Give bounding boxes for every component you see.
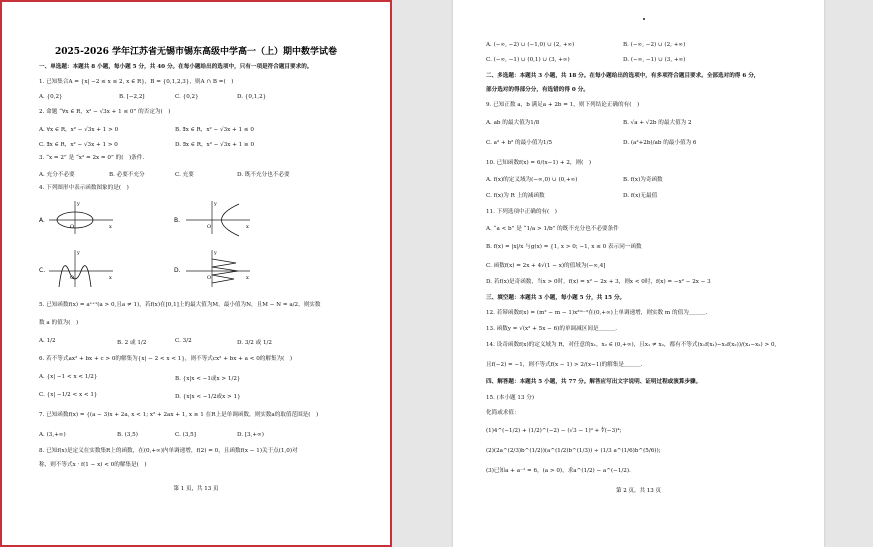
section-4-heading: 四、解答题：本题共 5 小题，共 77 分。解答应写出文字说明、证明过程或演算步骤。 bbox=[486, 379, 702, 385]
svg-text:y: y bbox=[214, 250, 217, 256]
q9-option-b: B. √a + √2b 的最大值为 2 bbox=[623, 120, 692, 126]
q6-option-b: B. {x|x < −1或x > 1/2} bbox=[175, 376, 241, 382]
graph-c-wave bbox=[47, 247, 117, 291]
q8-option-c: C. (−∞, −1) ∪ (0,1) ∪ (3, +∞) bbox=[486, 57, 570, 63]
q2-option-a: A. ∀x ∈ R，x² − √3x + 1 > 0 bbox=[39, 127, 119, 133]
question-15-instruction: 化简或求值： bbox=[486, 410, 520, 416]
q10-option-b: B. f(x)为奇函数 bbox=[623, 177, 663, 183]
graph-a-ellipse bbox=[47, 198, 117, 238]
question-14: 14. 设奇函数f(x)的定义域为 R，对任意的x₁，x₂ ∈ (0,+∞)，且x₁ ≠ x₂，都有不等式(x₁f(x₁)−x₂f(x₂))/(x₁−x₂) > 0, bbox=[486, 342, 777, 348]
graph-label-a: A. bbox=[39, 217, 45, 224]
section-2-heading: 二、多选题：本题共 3 小题，共 18 分。在每小题给出的选项中，有多项符合题目要求。全部选对的得 6 分， bbox=[486, 73, 760, 79]
question-7: 7. 已知函数f(x) = {(a − 3)x + 2a, x < 1; x² + 2ax + 1, x ≥ 1 在R上是单调函数，则实数a的取值范围是( ) bbox=[39, 412, 319, 418]
svg-text:x: x bbox=[109, 224, 112, 230]
q1-option-a: A. {0,2} bbox=[39, 94, 63, 100]
question-6: 6. 若不等式ax² + bx + c > 0的解集为{x| − 2 < x < 1}，则不等式cx² + bx + a < 0的解集为( ) bbox=[39, 356, 293, 362]
q8-option-a: A. (−∞, −2) ∪ (−1,0) ∪ (2, +∞) bbox=[486, 42, 575, 48]
question-5-cont: 数 a 的值为( ) bbox=[39, 320, 79, 326]
question-3: 3. “x = 2” 是 “x² = 2x = 0” 的( )条件. bbox=[39, 155, 145, 161]
q1-option-c: C. {0,2} bbox=[175, 94, 199, 100]
q5-option-a: A. 1/2 bbox=[39, 338, 56, 344]
graph-b-parabola bbox=[184, 198, 254, 238]
q3-option-d: D. 既不充分也不必要 bbox=[237, 172, 290, 178]
question-10: 10. 已知函数f(x) = 6/(x−1) + 2，则( ) bbox=[486, 160, 592, 166]
exam-title: 2025-2026 学年江苏省无锡市锡东高级中学高一（上）期中数学试卷 bbox=[55, 47, 337, 57]
q11-option-c: C. 函数f(x) = 2x + 4√(1 − x)的值域为(−∞,4] bbox=[486, 263, 606, 269]
page-1-footer: 第 1 页，共 13 页 bbox=[173, 486, 219, 492]
q2-option-b: B. ∃x ∈ R，x² − √3x + 1 ≤ 0 bbox=[175, 127, 254, 133]
q9-option-d: D. (a²+2b)/ab 的最小值为 6 bbox=[623, 140, 697, 146]
document-page-1 bbox=[0, 0, 392, 547]
q5-option-c: C. 3/2 bbox=[175, 338, 192, 344]
svg-text:O: O bbox=[207, 224, 212, 230]
question-5: 5. 已知函数f(x) = aˣ⁺¹(a > 0,且a ≠ 1)，若f(x)在[0,1]上的最大值为M，最小值为N，且M − N = a/2，则实数 bbox=[39, 302, 321, 308]
q7-option-b: B. (3,5) bbox=[117, 432, 138, 438]
question-13: 13. 函数y = √(x² + 5x − 6)的单调减区间是＿＿＿. bbox=[486, 326, 618, 332]
graph-label-d: D. bbox=[174, 267, 181, 274]
q8-option-b: B. (−∞, −2) ∪ (2, +∞) bbox=[623, 42, 686, 48]
svg-text:y: y bbox=[214, 201, 217, 207]
graph-d-zigzag bbox=[184, 247, 254, 291]
question-15-part-2: (2)(2a^(2/3)b^(1/2))(a^(1/2)b^(1/3)) ÷ (1/3 a^(1/6)b^(5/6)); bbox=[486, 448, 661, 454]
svg-text:x: x bbox=[109, 275, 112, 281]
q9-option-a: A. ab 的最大值为1/8 bbox=[486, 120, 540, 126]
page-mark bbox=[643, 18, 645, 20]
question-15-part-1: (1)4^(−1/2) + (1/2)^(−2) − (√3 − 1)⁰ + ∜(−3)⁴; bbox=[486, 428, 622, 434]
graph-label-b: B. bbox=[174, 217, 181, 224]
section-2-heading-cont: 部分选对的得部分分，有选错的得 0 分。 bbox=[486, 87, 589, 93]
svg-text:y: y bbox=[77, 250, 80, 256]
question-8: 8. 已知f(x)是定义在实数集R上的函数，在(0,+∞)内单调递增，f(2) = 0，且函数f(x − 1)关于点(1,0)对 bbox=[39, 448, 298, 454]
question-2: 2. 命题 “∀x ∈ R，x² − √3x + 1 ≤ 0” 的否定为( ) bbox=[39, 109, 171, 115]
q7-option-c: C. (3,5] bbox=[175, 432, 196, 438]
q11-option-d: D. 若f(x)是奇函数，当x > 0时，f(x) = x² − 2x + 3，则x < 0时，f(x) = −x² − 2x − 3 bbox=[486, 279, 711, 285]
q3-option-a: A. 充分不必要 bbox=[39, 172, 75, 178]
section-1-heading: 一、单选题：本题共 8 小题，每小题 5 分，共 40 分。在每小题给出的选项中，只有一项是符合题目要求的。 bbox=[39, 64, 313, 70]
graph-label-c: C. bbox=[39, 267, 46, 274]
q10-option-d: D. f(x)无最值 bbox=[623, 193, 658, 199]
q5-option-b: B. 2 或 1/2 bbox=[117, 340, 147, 346]
q1-option-d: D. {0,1,2} bbox=[237, 94, 267, 100]
q9-option-c: C. a² + b² 的最小值为1/5 bbox=[486, 140, 553, 146]
q2-option-d: D. ∃x ∈ R，x² − √3x + 1 ≥ 0 bbox=[175, 142, 255, 148]
question-14-cont: 且f(−2) = −1，则不等式f(x − 1) > 2/(x−1)的解集是＿＿＿. bbox=[486, 362, 643, 368]
q6-option-a: A. {x| −1 < x < 1/2} bbox=[39, 374, 98, 380]
q2-option-c: C. ∃x ∈ R，x² − √3x + 1 > 0 bbox=[39, 142, 118, 148]
question-8-cont: 称，则不等式x · f(1 − x) < 0的解集是( ) bbox=[39, 462, 147, 468]
q6-option-c: C. {x| −1/2 < x < 1} bbox=[39, 392, 98, 398]
svg-text:O: O bbox=[207, 275, 212, 281]
q10-option-a: A. f(x)的定义域为(−∞,0) ∪ (0,+∞) bbox=[486, 177, 578, 183]
q1-option-b: B. [−2,2] bbox=[119, 94, 145, 100]
question-1: 1. 已知集合A = {x| −2 ≤ x ≤ 2, x ∈ R}，B = {0,1,2,3}，则A ∩ B =( ) bbox=[39, 79, 234, 85]
q7-option-a: A. (3,+∞) bbox=[39, 432, 66, 438]
question-4: 4. 下列图形中表示函数图象的是( ) bbox=[39, 185, 129, 191]
q8-option-d: D. (−∞, −1) ∪ (3, +∞) bbox=[623, 57, 686, 63]
svg-text:O: O bbox=[70, 275, 75, 281]
question-11: 11. 下列选项中正确的有( ) bbox=[486, 209, 557, 215]
q3-option-b: B. 必要不充分 bbox=[109, 172, 145, 178]
question-12: 12. 若幂函数f(x) = (m² − m − 1)x²ᵐ⁻³在(0,+∞)上单调递增，则实数 m 的值为＿＿＿. bbox=[486, 310, 708, 316]
svg-text:O: O bbox=[70, 224, 75, 230]
q3-option-c: C. 充要 bbox=[175, 172, 194, 178]
question-15-part-3: (3)已知a + a⁻¹ = 6，(a > 0)，求a^(1/2) − a^(−1/2). bbox=[486, 468, 631, 474]
q5-option-d: D. 3/2 或 1/2 bbox=[237, 340, 272, 346]
q11-option-a: A. “a < b” 是 “1/a > 1/b” 的既不充分也不必要条件 bbox=[486, 226, 619, 232]
question-15: 15. (本小题 13 分) bbox=[486, 395, 535, 401]
section-3-heading: 三、填空题：本题共 3 小题，每小题 5 分，共 15 分。 bbox=[486, 295, 626, 301]
q11-option-b: B. f(x) = |x|/x 与g(x) = {1, x > 0; −1, x ≤ 0 表示同一函数 bbox=[486, 244, 642, 250]
question-9: 9. 已知正数 a，b 满足a + 2b = 1，则下列结论正确的有( ) bbox=[486, 102, 640, 108]
page-2-footer: 第 2 页，共 13 页 bbox=[616, 488, 661, 494]
svg-text:y: y bbox=[77, 201, 80, 207]
q6-option-d: D. {x|x < −1/2或x > 1} bbox=[175, 394, 241, 400]
q7-option-d: D. [3,+∞) bbox=[237, 432, 264, 438]
q10-option-c: C. f(x)为 R 上的减函数 bbox=[486, 193, 545, 199]
svg-text:x: x bbox=[246, 275, 249, 281]
document-page-2 bbox=[453, 0, 824, 547]
svg-text:x: x bbox=[246, 224, 249, 230]
